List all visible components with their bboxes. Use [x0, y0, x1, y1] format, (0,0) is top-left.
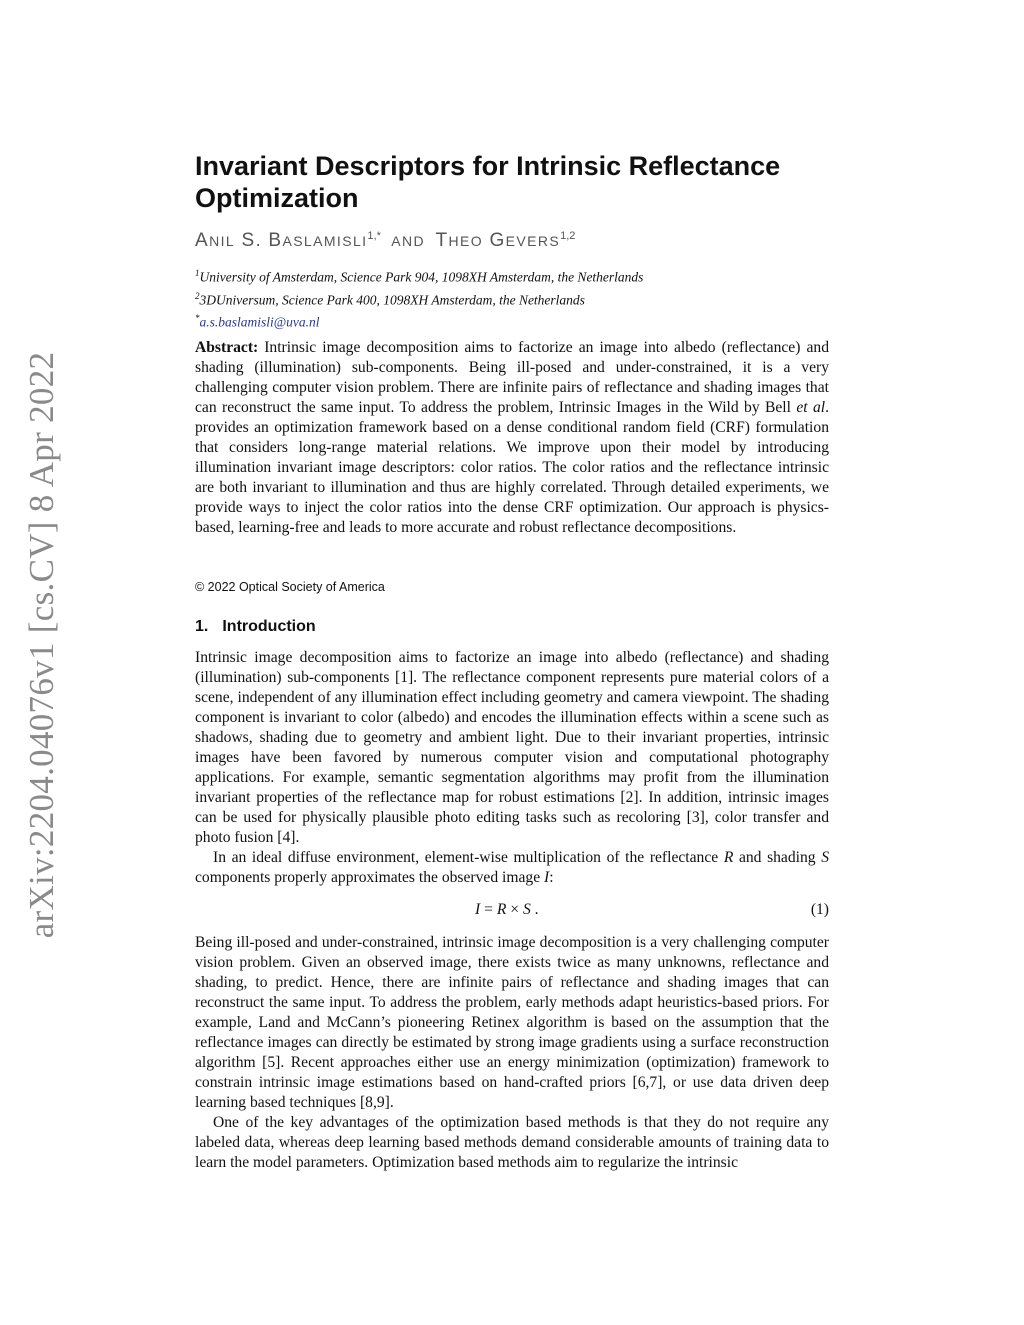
affiliations: [195, 264, 829, 332]
intro-paragraph-4: One of the key advantages of the optimization based methods is that they do not require any labeled data, whereas deep learning based methods demand considerable amounts of training data to learn the model parameters. Optimization based methods aim to regularize the intrinsic: [195, 1114, 829, 1171]
abstract-label: Abstract:: [195, 339, 259, 356]
intro-paragraph-2: In an ideal diffuse environment, element-wise multiplication of the reflectance R and shading S components properly approximates the observed image I:: [195, 849, 829, 886]
author-line: [195, 230, 829, 252]
affiliation-2: $^2$3DUniversum, Science Park 400, 1098XH Amsterdam, the Netherlands: [195, 290, 585, 307]
corresponding-email[interactable]: *a.s.baslamisli@uva.nl: [195, 313, 320, 330]
equation-number: (1): [810, 901, 829, 918]
author-conjunction: AND: [391, 233, 426, 249]
paper-title: Invariant Descriptors for Intrinsic Reflectance Optimization: [195, 151, 781, 213]
equation-1: [195, 901, 829, 921]
abstract: Abstract: Intrinsic image decomposition aims to factorize an image into albedo (reflectance) and shading (illumination) sub-components. Being ill-posed and under-constrained, it is a very challenging computer vision problem. There are infinite pairs of reflectance and shading images that can reconstruct the same input. To address the problem, Intrinsic Images in the Wild by Bell et al. provides an optimization framework based on a dense conditional random field (CRF) formulation that considers long-range material relations. We improve upon their model by introducing illumination invariant image descriptors: color ratios. The color ratios and the reflectance intrinsic are both invariant to illumination and thus are highly correlated. Through detailed experiments, we provide ways to inject the color ratios into the dense CRF optimization. Our approach is physics-based, learning-free and leads to more accurate and robust reflectance decompositions.: [195, 339, 829, 536]
affiliation-1: $^1$University of Amsterdam, Science Park 904, 1098XH Amsterdam, the Netherlands: [195, 268, 644, 285]
intro-paragraph-3: Being ill-posed and under-constrained, intrinsic image decomposition is a very challenging computer vision problem. Given an observed image, there exists twice as many unknowns, reflectance and shading, to predict. Hence, there are infinite pairs of reflectance and shading images that can reconstruct the same input. To address the problem, early methods adapt heuristics-based priors. For example, Land and McCann’s pioneering Retinex algorithm is based on the assumption that the reflectance images can directly be estimated by strong image gradients using a surface reconstruction algorithm [5]. Recent approaches either use an energy minimization (optimization) framework to constrain intrinsic image estimations based on hand-crafted priors [6,7], or use data driven deep learning based techniques [8,9].: [195, 934, 829, 1111]
author-1: ANIL S. $BASLAMISLI^{1,*}$: [195, 230, 381, 251]
author-2: THEO GEVERS$^{1,2}$: [435, 230, 576, 251]
intro-paragraph-1: Intrinsic image decomposition aims to factorize an image into albedo (reflectance) and shading (illumination) sub-components [1]. The reflectance component represents pure material colors of a scene, independent of any illumination effect including geometry and camera viewpoint. The shading component is invariant to color (albedo) and encodes the illumination effects within a scene such as shadows, shading due to geometry and ambient light. Due to their invariant properties, intrinsic images have been favored by numerous computer vision and computational photography applications. For example, semantic segmentation algorithms may profit from the illumination invariant properties of the reflectance map for robust estimations [2]. In addition, intrinsic images can be used for physically plausible photo editing tasks such as recoloring [3], color transfer and photo fusion [4].: [195, 649, 829, 846]
section-heading-introduction: 1. Introduction: [195, 618, 316, 635]
equation-body: I = R × S .: [475, 901, 539, 918]
arxiv-identifier: arXiv:2204.04076v1 [cs.CV] 8 Apr 2022: [22, 351, 61, 939]
copyright-notice: © 2022 Optical Society of America: [195, 580, 385, 594]
